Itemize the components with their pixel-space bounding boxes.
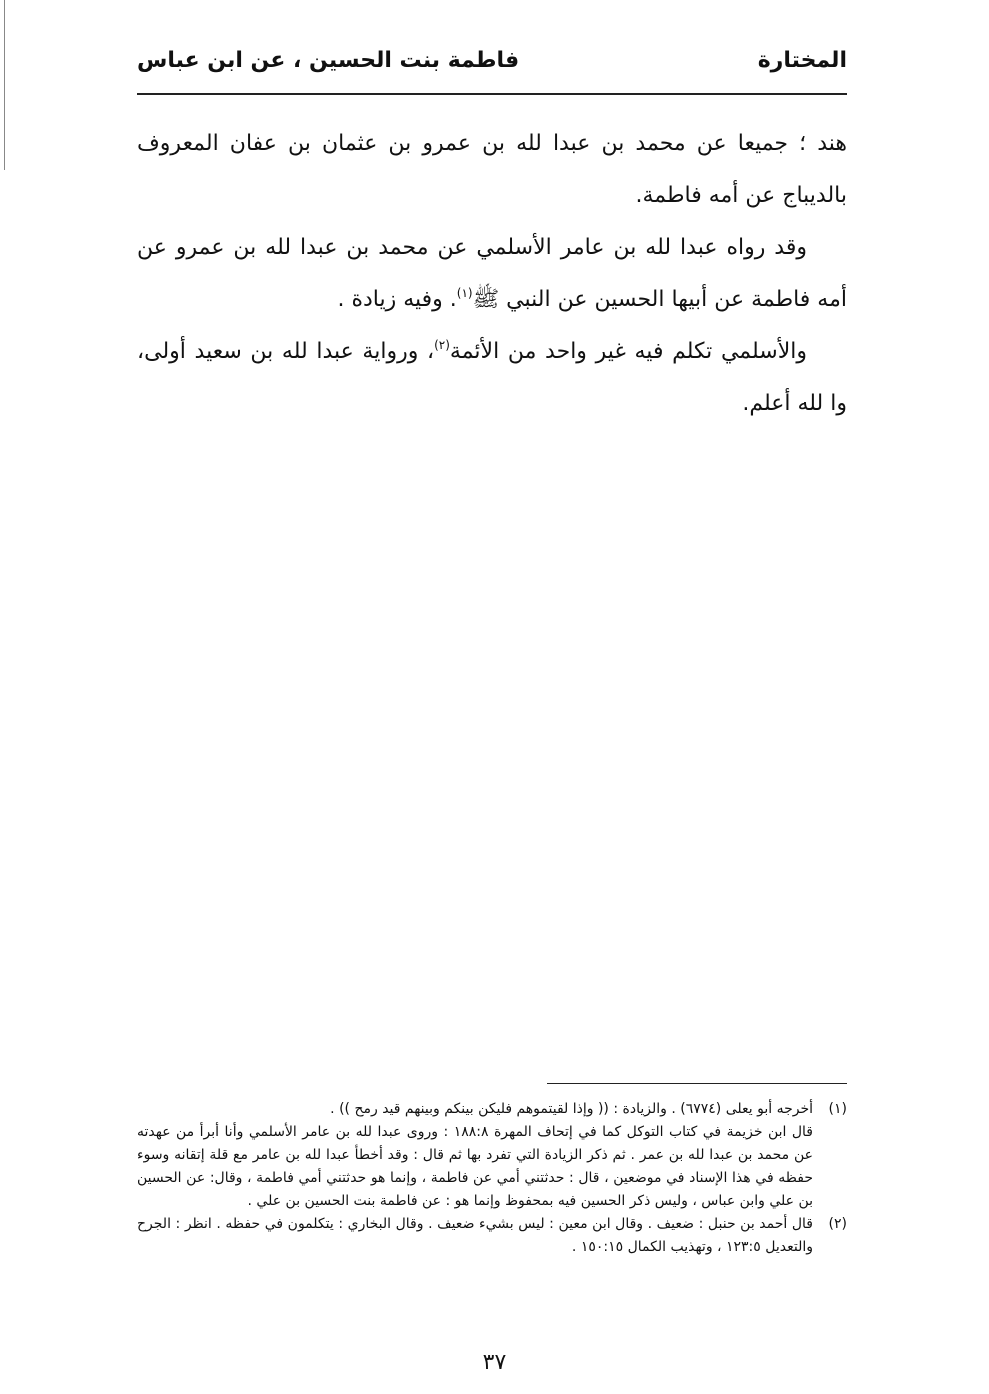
footnote-ref-2[interactable]: (٢)	[434, 338, 450, 352]
footnote-2	[137, 1213, 847, 1259]
paragraph-1: هند ؛ جميعا عن محمد بن عبدا لله بن عمرو بن عثمان بن عفان المعروف بالديباج عن أمه فاطمة.	[137, 131, 847, 208]
footnote-ref-1[interactable]: (١)	[456, 286, 473, 300]
paragraph-2-text: وقد رواه عبدا لله بن عامر الأسلمي عن محمد بن عبدا لله بن عمرو عن أمه فاطمة عن أبيها الحسين عن النبي ﷺ	[137, 235, 847, 312]
scan-edge-line	[4, 0, 5, 170]
footnote-line: قال أحمد بن حنبل : ضعيف . وقال ابن معين : ليس بشيء ضعيف . وقال البخاري : يتكلمون في حفظه . انظر : الجرح والتعديل ١٢٣:٥ ، وتهذيب الكمال ١٥٠:١٥ .	[137, 1216, 813, 1255]
footnote-text	[137, 1098, 813, 1213]
footnote-number: (٢)	[828, 1216, 847, 1232]
running-header	[137, 48, 847, 92]
footnote-number: (١)	[828, 1101, 847, 1117]
paragraph-3-tail: ، ورواية عبدا لله بن سعيد أولى، وا لله أعلم.	[137, 339, 847, 416]
book-title: المختارة	[757, 48, 847, 73]
footnote-line: أخرجه أبو يعلى (٦٧٧٤) . والزيادة : (( وإذا لقيتموهم فليكن بينكم وبينهم قيد رمح )) .	[330, 1101, 813, 1117]
paragraph-2-tail: . وفيه زيادة .	[337, 287, 457, 312]
footnote-text	[137, 1213, 813, 1259]
footnote-1	[137, 1098, 847, 1213]
main-text	[137, 118, 847, 430]
section-title: فاطمة بنت الحسين ، عن ابن عباس	[137, 48, 520, 73]
page-number: ٣٧	[482, 1350, 507, 1375]
footnotes	[137, 1098, 847, 1259]
paragraph-3	[137, 326, 847, 430]
footnote-line: قال ابن خزيمة في كتاب التوكل كما في إتحاف المهرة ١٨٨:٨ : وروى عبدا لله بن عامر الأسلمي وأنا أبرأ من عهدته عن محمد بن عبدا لله بن عمر . ثم ذكر الزيادة التي تفرد بها ثم قال : وقد أخطأ عبدا لله بن عامر مع قلة إتقانه وسوء حفظه في هذا الإسناد في موضعين ، قال : حدثتني أمي عن فاطمة ، وإنما هو حدثتني أمي فاطمة ، وقال: عن الحسين بن علي وابن عباس ، وليس ذكر الحسين فيه بمحفوظ وإنما هو : عن فاطمة بنت الحسين بن علي .	[137, 1124, 813, 1209]
footnote-divider	[547, 1083, 847, 1084]
header-divider	[137, 93, 847, 95]
paragraph-2	[137, 222, 847, 326]
paragraph-3-text: والأسلمي تكلم فيه غير واحد من الأئمة	[449, 339, 808, 364]
